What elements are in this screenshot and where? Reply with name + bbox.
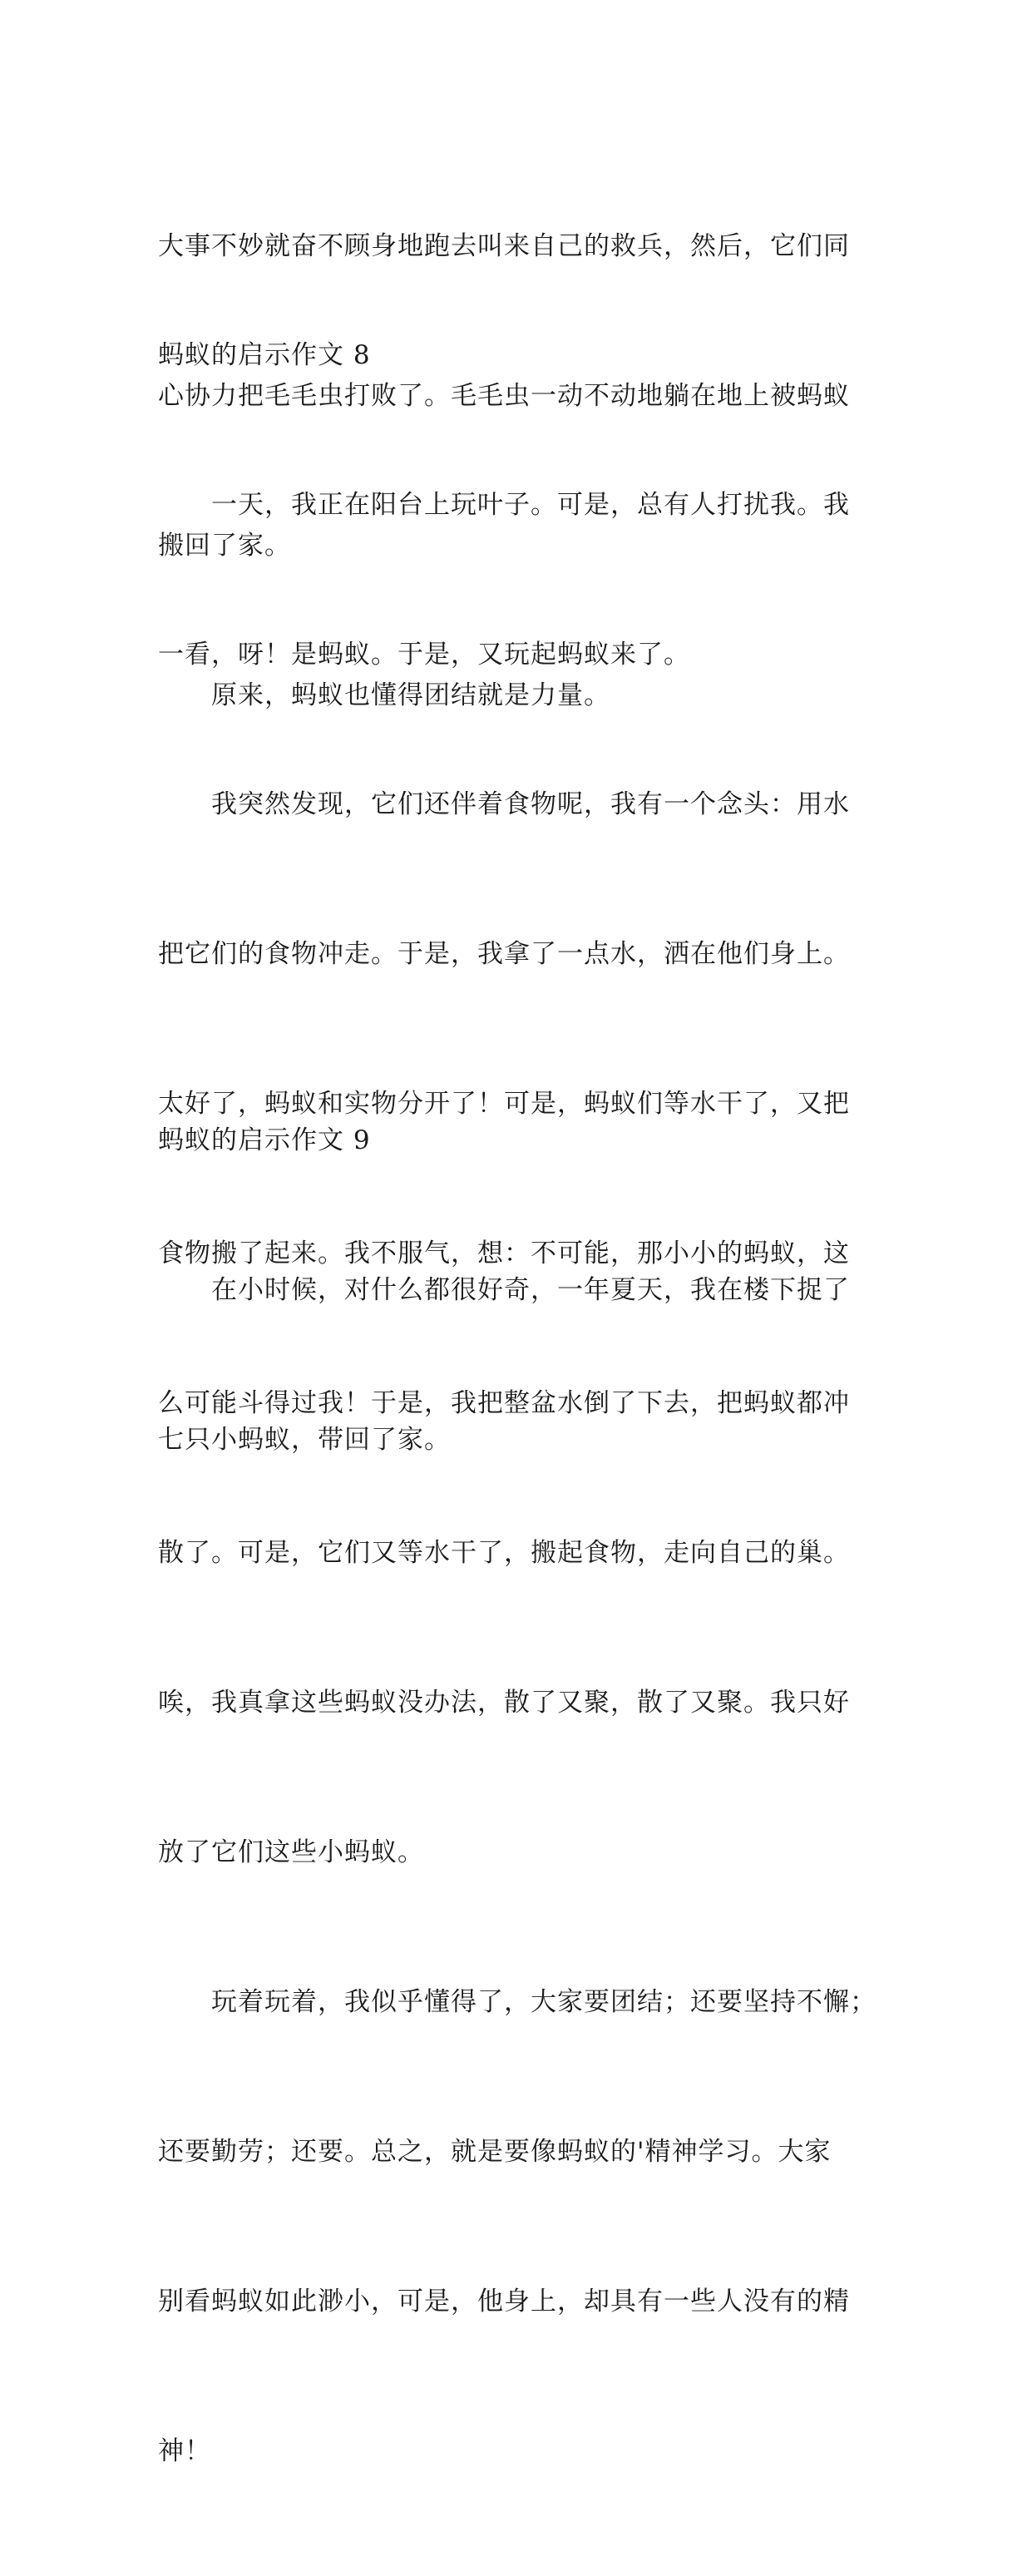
text-line: 神！ (158, 2436, 211, 2466)
text-line: 唉，我真拿这些蚂蚁没办法，散了又聚，散了又聚。我只好 (158, 1688, 850, 1718)
text-line: 还要勤劳；还要。总之，就是要像蚂蚁的'精神学习。大家 (158, 2137, 832, 2167)
text-line: 玩着玩着，我似乎懂得了，大家要团结；还要坚持不懈； (211, 1987, 876, 2017)
text-line: 一看，呀！是蚂蚁。于是，又玩起蚂蚁来了。 (158, 640, 690, 670)
text-line: 散了。可是，它们又等水干了，搬起食物，走向自己的巢。 (158, 1538, 850, 1568)
text-line: 别看蚂蚁如此渺小，可是，他身上，却具有一些人没有的精 (158, 2287, 850, 2316)
text-line: 把它们的食物冲走。于是，我拿了一点水，洒在他们身上。 (158, 939, 850, 969)
text-line: 放了它们这些小蚂蚁。 (158, 1837, 424, 1867)
text-line: 食物搬了起来。我不服气，想：不可能，那小小的蚂蚁，这 (158, 1239, 850, 1268)
text-line: 心协力把毛毛虫打败了。毛毛虫一动不动地躺在地上被蚂蚁 (158, 381, 850, 411)
essay-8-title: 蚂蚁的启示作文 8 (158, 340, 371, 370)
text-line: 搬回了家。 (158, 531, 291, 561)
text-line: 我突然发现，它们还伴着食物呢，我有一个念头：用水 (211, 789, 850, 819)
essay-9-body (158, 1165, 890, 1565)
essay-9-title: 蚂蚁的启示作文 9 (158, 1125, 371, 1155)
text-line: 太好了，蚂蚁和实物分开了！可是，蚂蚁们等水干了，又把 (158, 1089, 850, 1119)
text-line: 一天，我正在阳台上玩叶子。可是，总有人打扰我。我 (211, 490, 850, 520)
text-line: 原来，蚂蚁也懂得团结就是力量。 (211, 680, 610, 710)
text-line: 七只小蚂蚁，带回了家。 (158, 1425, 451, 1455)
text-line: 在小时候，对什么都很好奇，一年夏天，我在楼下捉了 (211, 1275, 850, 1305)
text-line: 么可能斗得过我！于是，我把整盆水倒了下去，把蚂蚁都冲 (158, 1388, 850, 1418)
text-line: 大事不妙就奋不顾身地跑去叫来自己的救兵，然后，它们同 (158, 231, 850, 261)
